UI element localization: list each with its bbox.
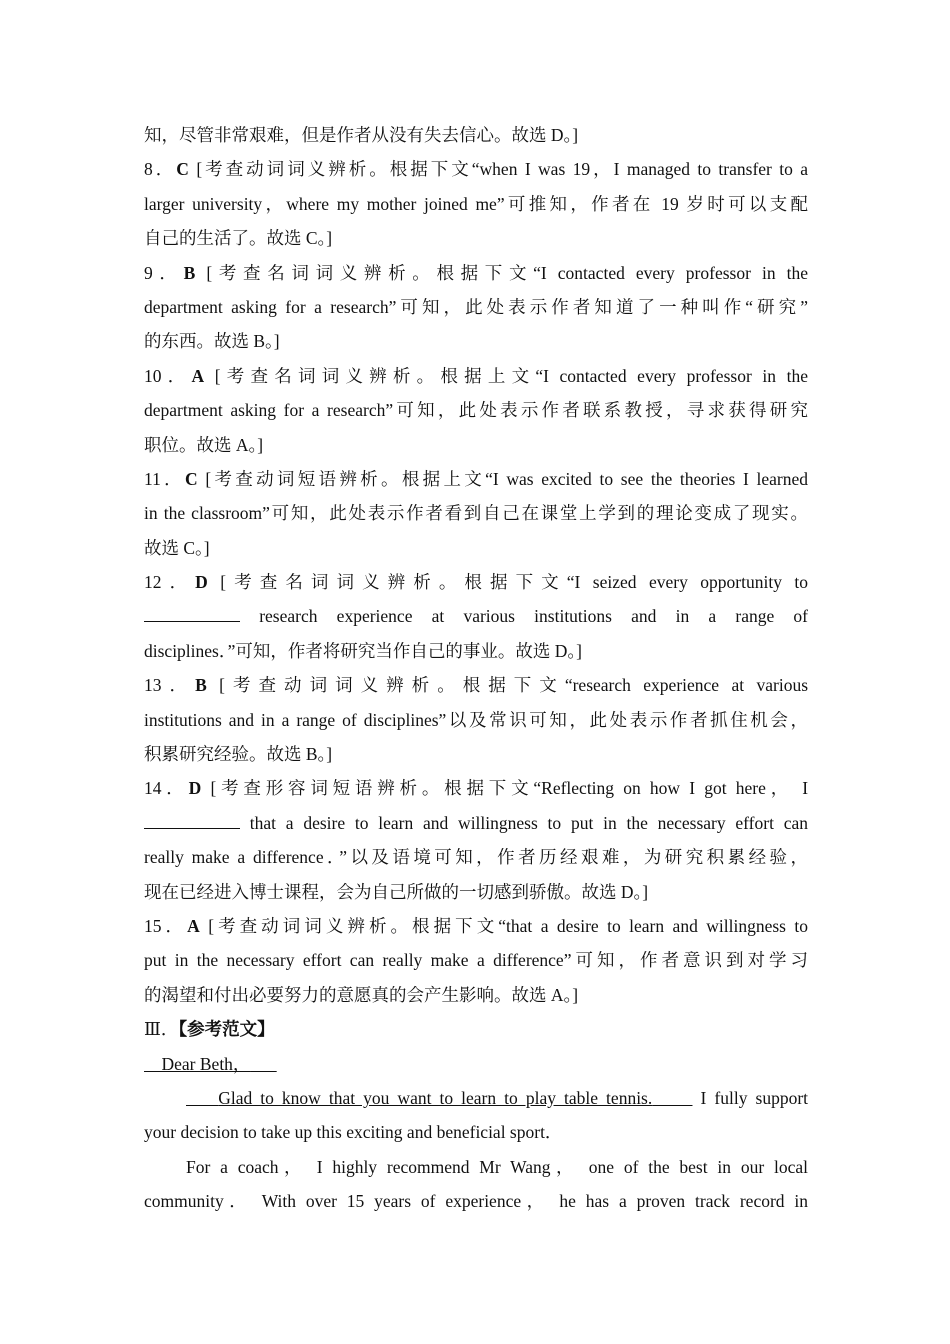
essay-paragraph-2: For a coach， I highly recommend Mr Wang， one of the best in our local [186,1156,808,1177]
essay-paragraph-1: Glad to know that you want to learn to play table tennis. I fully support [218,1087,809,1108]
text-line: really make a difference．”以及语境可知，作者历经艰难，为研究积累经验， [144,847,808,868]
answer-blank [144,604,240,622]
answer-14: 14．D [考查形容词短语辨析。根据下文“Reflecting on how I got here， I [144,778,809,799]
essay-greeting: Dear Beth， [161,1053,251,1074]
text-line: community． With over 15 years of experience， he has a proven track record in [144,1191,808,1212]
text-line: larger university，where my mother joined me”可推知，作者在 19 岁时可以支配 [144,193,808,214]
text-line: 的渴望和付出必要努力的意愿真的会产生影响。故选 A。] [144,984,579,1005]
text-line: put in the necessary effort can really make a difference”可知，作者意识到对学习 [144,950,808,971]
text-line: 现在已经进入博士课程，会为自己所做的一切感到骄傲。故选 D。] [144,881,649,902]
text-line: department asking for a research”可知，此处表示作者知道了一种叫作“研究” [144,296,808,317]
answer-blank [144,811,240,829]
text-line: 故选 C。] [144,537,210,558]
text-line: disciplines．”可知，作者将研究当作自己的事业。故选 D。] [144,640,582,661]
answer-12: 12．D [考查名词词义辨析。根据下文“I seized every opportunity to [144,572,809,593]
text-line: research experience at various institutions and in a range of [144,599,808,633]
text-line: your decision to take up this exciting and beneficial sport． [144,1122,563,1143]
answer-11: 11．C [考查动词短语辨析。根据上文“I was excited to see the theories I learned [144,468,809,489]
text-line: 的东西。故选 B。] [144,331,280,352]
answer-10: 10．A [考查名词词义辨析。根据上文“I contacted every professor in the [144,365,808,386]
section-heading: Ⅲ．【参考范文】 [144,1019,275,1040]
document-page [144,118,808,1219]
text-line: that a desire to learn and willingness to put in the necessary effort can [144,806,808,840]
answer-9: 9．B [考查名词词义辨析。根据下文“I contacted every professor in the [144,262,809,283]
text-line: 职位。故选 A。] [144,434,264,455]
text-line: department asking for a research”可知，此处表示作者联系教授，寻求获得研究 [144,400,808,421]
answer-13: 13．B [考查动词词义辨析。根据下文“research experience at various [144,675,809,696]
text-line: 积累研究经验。故选 B。] [144,744,333,765]
text-line: institutions and in a range of disciplines”以及常识可知，此处表示作者抓住机会， [144,709,808,730]
text-line: in the classroom”可知，此处表示作者看到自己在课堂上学到的理论变成了现实。 [144,503,808,524]
answer-15: 15．A [考查动词词义辨析。根据下文“that a desire to learn and willingness to [144,915,809,936]
answer-8: 8．C [考查动词词义辨析。根据下文“when I was 19，I managed to transfer to a [144,159,809,180]
text-line: 自己的生活了。故选 C。] [144,228,333,249]
text-line: 知，尽管非常艰难，但是作者从没有失去信心。故选 D。] [144,125,579,145]
